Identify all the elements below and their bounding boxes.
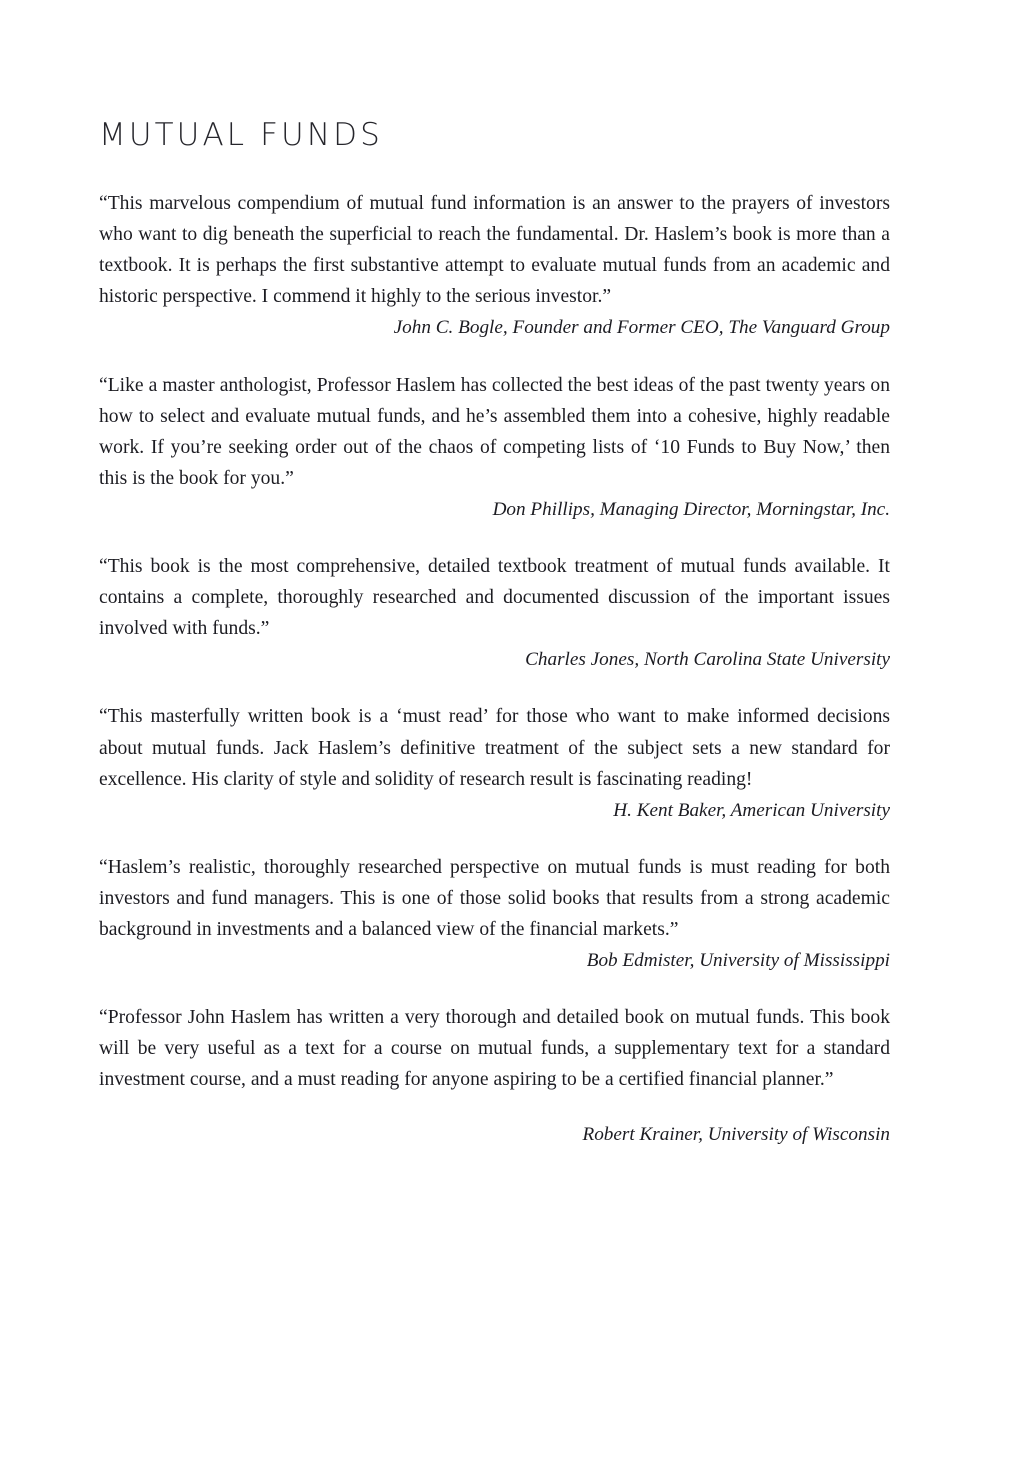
blurb-5	[99, 852, 890, 976]
page-content	[99, 118, 890, 1151]
blurb-quote: “Haslem’s realistic, thoroughly researched perspective on mutual funds is must reading for both investors and fund managers. This is one of those solid books that results from a strong academic background in investments and a balanced view of the financial markets.”	[99, 856, 890, 940]
blurb-quote: “Like a master anthologist, Professor Haslem has collected the best ideas of the past twenty years on how to select and evaluate mutual funds, and he’s assembled them into a cohesive, highly readable work. If you’re seeking order out of the chaos of competing lists of ‘10 Funds to Buy Now,’ then this is the book for you.”	[99, 374, 890, 489]
blurb-3	[99, 551, 890, 675]
page-title: MUTUAL FUNDS	[99, 117, 383, 153]
blurb-quote: “Professor John Haslem has written a very thorough and detailed book on mutual funds. This book will be very useful as a text for a course on mutual funds, a supplementary text for a standard investment course, and a must reading for anyone aspiring to be a certified financial planner.”	[99, 1007, 890, 1091]
blurb-quote: “This book is the most comprehensive, detailed textbook treatment of mutual funds available. It contains a complete, thoroughly researched and documented discussion of the important issues involved with funds.”	[99, 556, 890, 640]
blurb-attribution: H. Kent Baker, American University	[613, 799, 890, 821]
blurb-attribution: Don Phillips, Managing Director, Morningstar, Inc.	[492, 498, 890, 520]
blurb-quote: “This masterfully written book is a ‘must read’ for those who want to make informed decisions about mutual funds. Jack Haslem’s definitive treatment of the subject sets a new standard for excellence. His clarity of style and solidity of research result is fascinating reading!	[99, 706, 890, 790]
blurb-2	[99, 370, 890, 525]
blurb-attribution: Bob Edmister, University of Mississippi	[586, 950, 890, 972]
blurb-quote: “This marvelous compendium of mutual fund information is an answer to the prayers of investors who want to dig beneath the superficial to reach the fundamental. Dr. Haslem’s book is more than a textbook. It is perhaps the first substantive attempt to evaluate mutual funds from an academic and historic perspective. I commend it highly to the serious investor.”	[99, 193, 890, 308]
blurb-1	[99, 188, 890, 343]
blurb-attribution: Charles Jones, North Carolina State University	[525, 649, 890, 671]
blurb-attribution: Robert Krainer, University of Wisconsin	[582, 1124, 890, 1146]
blurb-4	[99, 701, 890, 825]
blurb-attribution: John C. Bogle, Founder and Former CEO, The Vanguard Group	[393, 317, 890, 339]
blurb-6	[99, 1002, 890, 1150]
